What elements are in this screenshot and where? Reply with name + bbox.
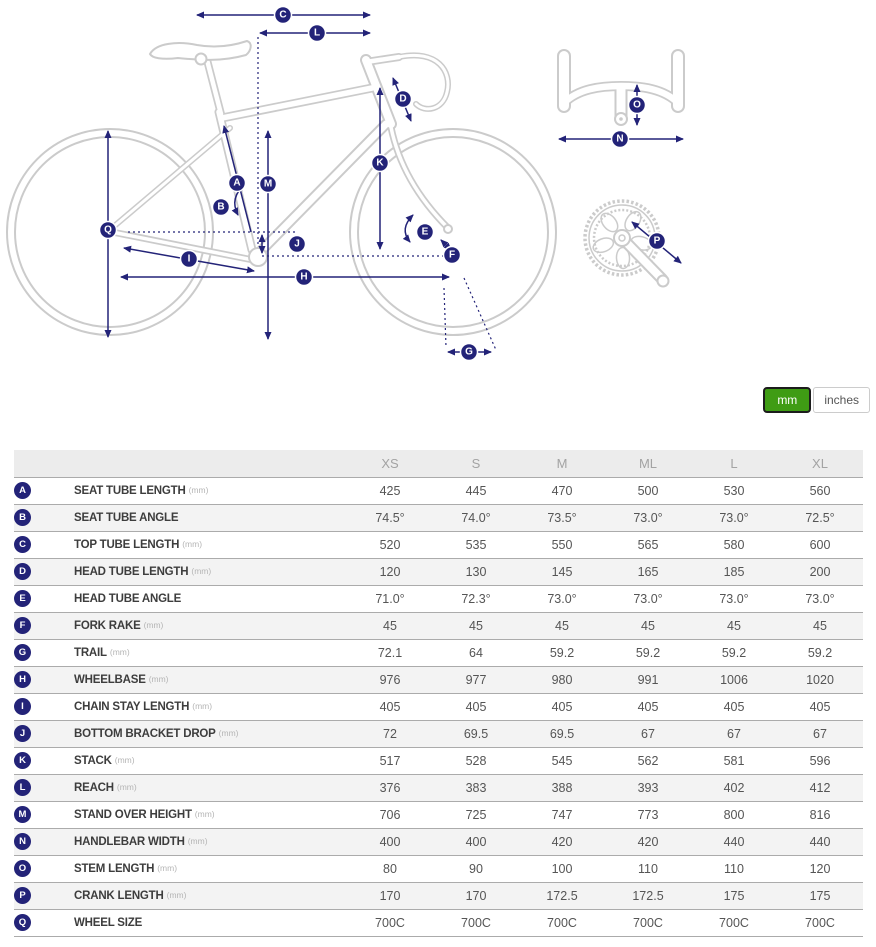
geometry-value: 73.5° [519,504,605,531]
marker-H [296,269,313,286]
marker-F [444,247,461,264]
table-row [14,477,863,504]
geometry-value: 110 [691,855,777,882]
inches-button[interactable]: inches [813,387,870,413]
geometry-value: 580 [691,531,777,558]
svg-text:D: D [399,93,407,105]
row-label: CHAIN STAY LENGTH [74,700,190,713]
svg-text:E: E [421,226,429,238]
svg-text:A: A [233,177,241,189]
geometry-value: 59.2 [777,639,863,666]
table-row [14,801,863,828]
geometry-value: 59.2 [605,639,691,666]
row-label: BOTTOM BRACKET DROP [74,727,216,740]
geometry-value: 67 [777,720,863,747]
geometry-value: 73.0° [691,504,777,531]
geometry-value: 170 [433,882,519,909]
geometry-value: 700C [519,909,605,936]
geometry-value: 59.2 [691,639,777,666]
row-unit: (mm) [114,755,135,766]
svg-text:Q: Q [104,224,112,236]
table-row [14,666,863,693]
geometry-table [14,450,863,937]
corner-cell [14,450,347,477]
geometry-value: 67 [691,720,777,747]
size-column-header: S [433,450,519,477]
row-unit: (mm) [116,782,137,793]
geometry-value: 700C [777,909,863,936]
geometry-value: 383 [433,774,519,801]
geometry-value: 130 [433,558,519,585]
geometry-value: 72 [347,720,433,747]
geometry-value: 706 [347,801,433,828]
geometry-value: 470 [519,477,605,504]
geometry-value: 550 [519,531,605,558]
svg-text:M: M [263,178,273,190]
geometry-value: 69.5 [433,720,519,747]
row-letter-badge: B [14,509,31,526]
svg-text:F: F [448,249,456,261]
row-unit: (mm) [143,620,164,631]
table-row [14,720,863,747]
geometry-value: 393 [605,774,691,801]
row-unit: (mm) [188,485,209,496]
marker-P [649,233,666,250]
svg-text:C: C [279,9,287,21]
geometry-value: 565 [605,531,691,558]
geometry-value: 90 [433,855,519,882]
table-row [14,693,863,720]
row-letter-badge: F [14,617,31,634]
row-letter-badge: C [14,536,31,553]
geometry-value: 200 [777,558,863,585]
geometry-value: 747 [519,801,605,828]
geometry-value: 800 [691,801,777,828]
mm-button[interactable]: mm [763,387,811,413]
geometry-value: 45 [433,612,519,639]
geometry-value: 700C [605,909,691,936]
row-unit: (mm) [157,863,178,874]
row-label-cell [14,585,347,612]
table-row [14,612,863,639]
marker-D [395,91,412,108]
marker-B [213,199,230,216]
svg-text:J: J [294,238,300,250]
geometry-value: 388 [519,774,605,801]
row-label: CRANK LENGTH [74,889,164,902]
row-unit: (mm) [187,836,208,847]
row-label-cell [14,828,347,855]
size-column-header: M [519,450,605,477]
table-row [14,585,863,612]
marker-O [629,97,646,114]
geometry-value: 440 [777,828,863,855]
svg-text:L: L [313,27,321,39]
row-label: WHEELBASE [74,673,146,686]
svg-text:H: H [300,271,308,283]
geometry-value: 73.0° [777,585,863,612]
geometry-value: 1006 [691,666,777,693]
row-label-cell [14,855,347,882]
geometry-value: 45 [777,612,863,639]
row-label-cell [14,882,347,909]
geometry-value: 980 [519,666,605,693]
geometry-value: 45 [519,612,605,639]
geometry-value: 67 [605,720,691,747]
geometry-value: 402 [691,774,777,801]
row-label: WHEEL SIZE [74,916,143,929]
row-label-cell [14,774,347,801]
geometry-value: 120 [777,855,863,882]
row-unit: (mm) [194,809,215,820]
geometry-value: 560 [777,477,863,504]
row-letter-badge: I [14,698,31,715]
geometry-value: 535 [433,531,519,558]
row-label-cell [14,666,347,693]
geometry-value: 170 [347,882,433,909]
geometry-value: 72.5° [777,504,863,531]
geometry-value: 1020 [777,666,863,693]
row-letter-badge: J [14,725,31,742]
row-label: REACH [74,781,114,794]
geometry-value: 400 [433,828,519,855]
row-label: HANDLEBAR WIDTH [74,835,185,848]
table-row [14,855,863,882]
geometry-value: 45 [691,612,777,639]
geometry-value: 977 [433,666,519,693]
row-label-cell [14,639,347,666]
table-row [14,639,863,666]
row-label-cell [14,747,347,774]
row-letter-badge: K [14,752,31,769]
row-label: STACK [74,754,112,767]
svg-text:G: G [465,346,473,358]
row-letter-badge: O [14,860,31,877]
svg-text:P: P [653,235,661,247]
geometry-value: 73.0° [605,504,691,531]
geometry-value: 376 [347,774,433,801]
marker-N [612,131,629,148]
marker-M [260,176,277,193]
geometry-value: 69.5 [519,720,605,747]
geometry-value: 72.1 [347,639,433,666]
svg-text:N: N [616,133,624,145]
table-row [14,558,863,585]
row-unit: (mm) [218,728,239,739]
table-row [14,909,863,936]
row-label-cell [14,612,347,639]
geometry-value: 600 [777,531,863,558]
table-row [14,531,863,558]
geometry-value: 773 [605,801,691,828]
svg-text:B: B [217,201,225,213]
row-unit: (mm) [109,647,130,658]
row-label-cell [14,558,347,585]
geometry-value: 517 [347,747,433,774]
row-label: FORK RAKE [74,619,141,632]
geometry-value: 73.0° [605,585,691,612]
row-letter-badge: Q [14,914,31,931]
geometry-value: 596 [777,747,863,774]
geometry-value: 73.0° [519,585,605,612]
row-label: SEAT TUBE LENGTH [74,484,186,497]
geometry-value: 530 [691,477,777,504]
geometry-value: 545 [519,747,605,774]
geometry-value: 175 [777,882,863,909]
row-letter-badge: P [14,887,31,904]
geometry-value: 976 [347,666,433,693]
geometry-value: 73.0° [691,585,777,612]
row-unit: (mm) [192,701,213,712]
geometry-value: 425 [347,477,433,504]
geometry-value: 175 [691,882,777,909]
row-label: TOP TUBE LENGTH [74,538,180,551]
geometry-value: 74.5° [347,504,433,531]
handlebar-top-view [564,56,678,125]
dimension-lines [108,15,683,352]
marker-Q [100,222,117,239]
row-unit: (mm) [182,539,203,550]
marker-K [372,155,389,172]
row-label: STEM LENGTH [74,862,155,875]
size-column-header: XS [347,450,433,477]
units-toggle [763,387,870,413]
geometry-value: 74.0° [433,504,519,531]
geometry-value: 412 [777,774,863,801]
row-letter-badge: L [14,779,31,796]
geometry-value: 71.0° [347,585,433,612]
geometry-value: 405 [433,693,519,720]
geometry-value: 172.5 [519,882,605,909]
geometry-value: 520 [347,531,433,558]
geometry-value: 420 [605,828,691,855]
table-row [14,774,863,801]
geometry-value: 59.2 [519,639,605,666]
geometry-value: 700C [433,909,519,936]
marker-J [289,236,306,253]
geometry-value: 405 [691,693,777,720]
marker-L [309,25,326,42]
row-label-cell [14,693,347,720]
geometry-value: 405 [605,693,691,720]
row-label-cell [14,720,347,747]
marker-C [275,7,292,24]
geometry-value: 64 [433,639,519,666]
svg-text:K: K [376,157,384,169]
geometry-value: 165 [605,558,691,585]
row-letter-badge: E [14,590,31,607]
geometry-value: 110 [605,855,691,882]
geometry-value: 100 [519,855,605,882]
geometry-value: 405 [347,693,433,720]
row-label-cell [14,504,347,531]
geometry-value: 80 [347,855,433,882]
geometry-value: 725 [433,801,519,828]
geometry-value: 581 [691,747,777,774]
geometry-value: 172.5 [605,882,691,909]
table-row [14,882,863,909]
geometry-value: 72.3° [433,585,519,612]
geometry-value: 562 [605,747,691,774]
geometry-value: 440 [691,828,777,855]
row-unit: (mm) [191,566,212,577]
row-letter-badge: N [14,833,31,850]
geometry-value: 991 [605,666,691,693]
geometry-value: 700C [691,909,777,936]
geometry-value: 700C [347,909,433,936]
row-label: HEAD TUBE LENGTH [74,565,189,578]
svg-text:I: I [187,253,191,265]
row-label: STAND OVER HEIGHT [74,808,192,821]
row-letter-badge: D [14,563,31,580]
svg-text:O: O [633,99,641,111]
row-letter-badge: G [14,644,31,661]
table-row [14,504,863,531]
row-letter-badge: H [14,671,31,688]
geometry-value: 816 [777,801,863,828]
geometry-value: 400 [347,828,433,855]
size-column-header: XL [777,450,863,477]
row-unit: (mm) [148,674,169,685]
size-header-row [14,450,863,477]
row-label: TRAIL [74,646,107,659]
geometry-diagram [0,0,876,445]
geometry-value: 185 [691,558,777,585]
size-column-header: L [691,450,777,477]
row-unit: (mm) [166,890,187,901]
geometry-value: 120 [347,558,433,585]
geometry-value: 45 [347,612,433,639]
table-row [14,828,863,855]
table-row [14,747,863,774]
row-label-cell [14,801,347,828]
marker-E [417,224,434,241]
bike-side-view [7,41,556,335]
marker-G [461,344,478,361]
geometry-value: 528 [433,747,519,774]
geometry-value: 45 [605,612,691,639]
row-letter-badge: M [14,806,31,823]
geometry-value: 145 [519,558,605,585]
marker-I [181,251,198,268]
row-label-cell [14,477,347,504]
geometry-value: 500 [605,477,691,504]
geometry-value: 405 [777,693,863,720]
row-label: SEAT TUBE ANGLE [74,511,179,524]
geometry-value: 445 [433,477,519,504]
size-column-header: ML [605,450,691,477]
row-label-cell [14,531,347,558]
geometry-value: 405 [519,693,605,720]
geometry-value: 420 [519,828,605,855]
row-letter-badge: A [14,482,31,499]
marker-A [229,175,246,192]
row-label-cell [14,909,347,936]
row-label: HEAD TUBE ANGLE [74,592,182,605]
